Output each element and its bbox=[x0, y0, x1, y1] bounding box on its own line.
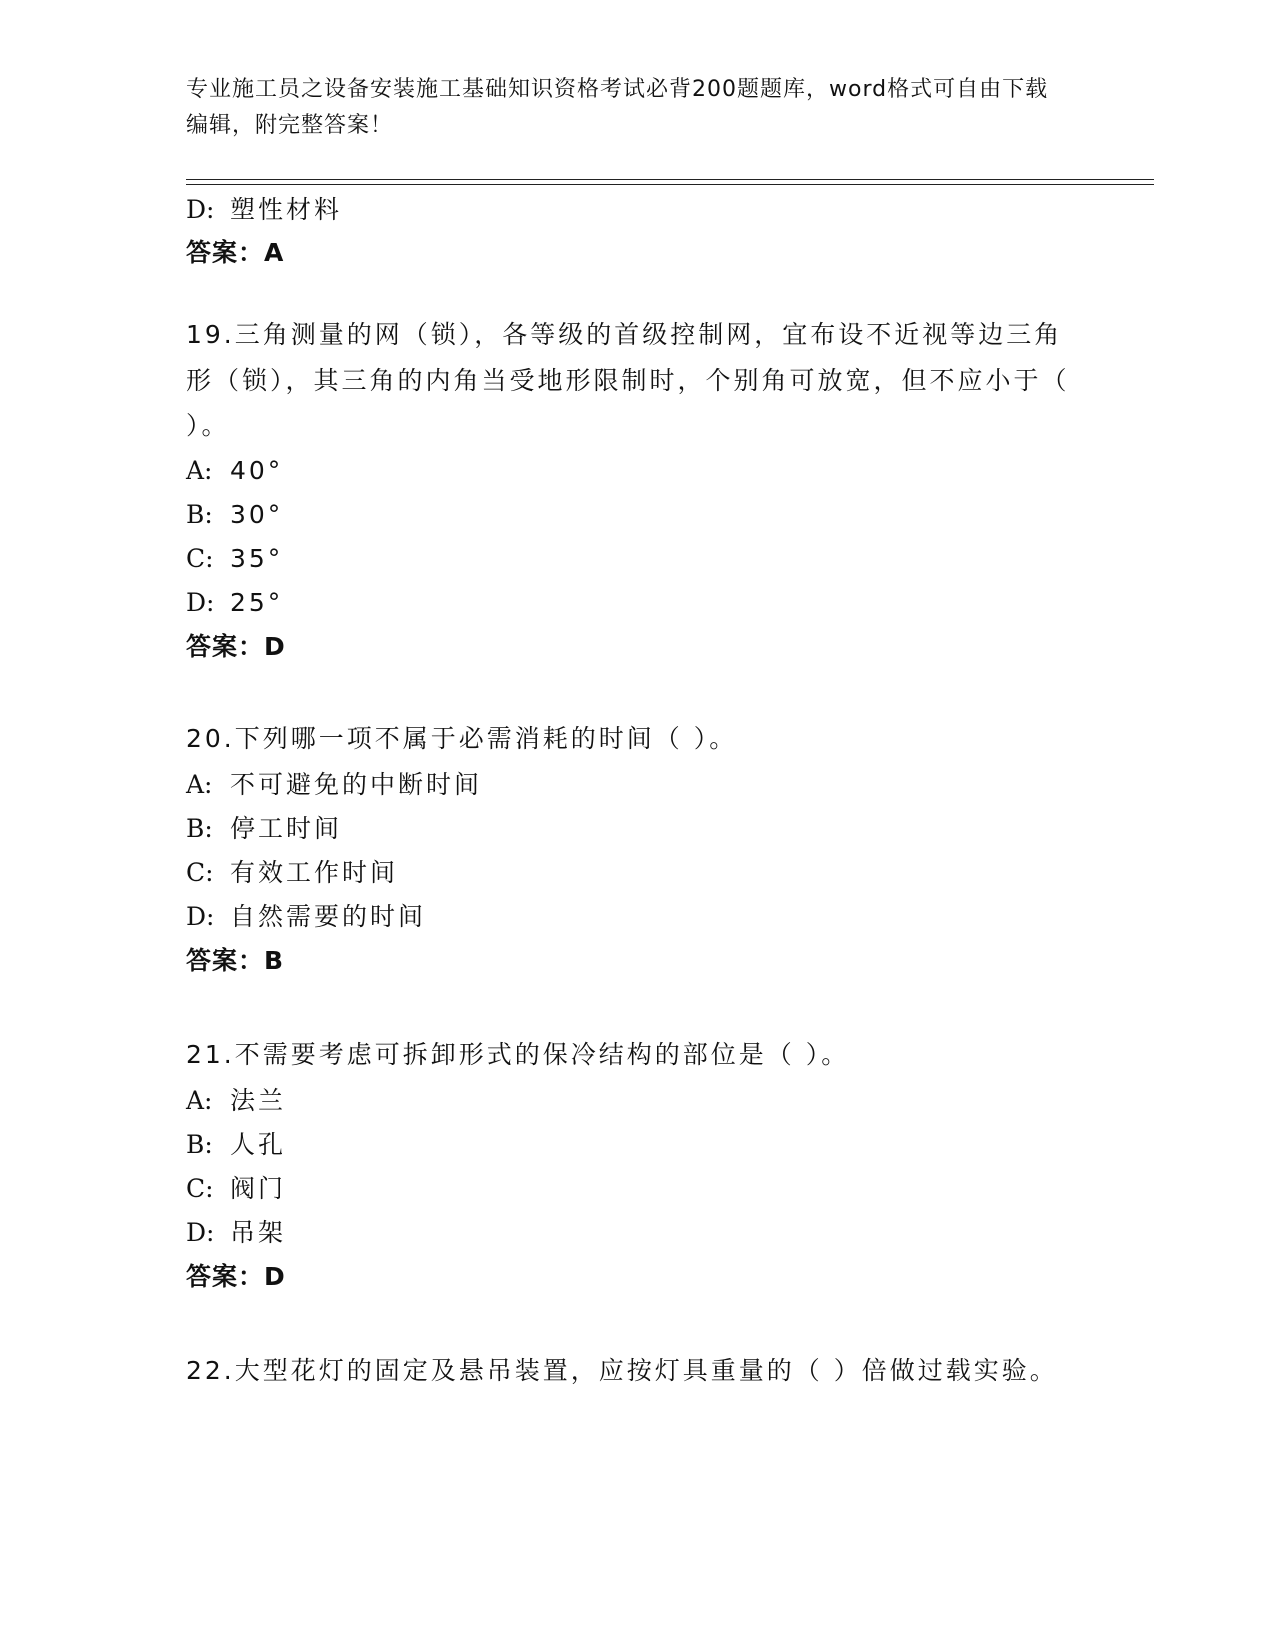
option-label: C: bbox=[186, 858, 214, 887]
option-label: D: bbox=[186, 588, 215, 617]
question-21-stem: 21.不需要考虑可拆卸形式的保冷结构的部位是（ ）。 bbox=[186, 1040, 850, 1069]
question-19-option-b bbox=[186, 500, 283, 530]
option-text: 塑性材料 bbox=[230, 195, 343, 224]
option-text: 30° bbox=[230, 500, 284, 529]
document-header: 专业施工员之设备安装施工基础知识资格考试必背200题题库，word格式可自由下载编辑，附完整答案！ bbox=[186, 77, 1049, 138]
option-label: A: bbox=[186, 770, 213, 799]
prev-answer: 答案：A bbox=[186, 238, 285, 267]
question-21-answer: 答案：D bbox=[186, 1262, 286, 1291]
question-19-stem: 19.三角测量的网（锁），各等级的首级控制网，宜布设不近视等边三角形（锁），其三角的内角当受地形限制时，个别角可放宽，但不应小于（ ）。 bbox=[186, 320, 1070, 440]
question-20-option-a bbox=[186, 770, 482, 800]
option-text: 停工时间 bbox=[230, 814, 343, 843]
option-label: B: bbox=[186, 1130, 213, 1159]
option-label: B: bbox=[186, 500, 213, 529]
question-19-option-c bbox=[186, 544, 283, 574]
question-21-option-d bbox=[186, 1218, 286, 1248]
option-text: 法兰 bbox=[230, 1086, 287, 1115]
option-label: D: bbox=[186, 902, 215, 931]
header-divider-bottom bbox=[186, 184, 1154, 185]
question-19-option-d bbox=[186, 588, 283, 618]
option-label: D: bbox=[186, 195, 215, 224]
question-19-answer: 答案：D bbox=[186, 632, 286, 661]
option-text: 吊架 bbox=[230, 1218, 287, 1247]
option-text: 有效工作时间 bbox=[230, 858, 399, 887]
question-20-stem: 20.下列哪一项不属于必需消耗的时间（ ）。 bbox=[186, 724, 738, 753]
question-20-answer: 答案：B bbox=[186, 946, 285, 975]
question-20-option-d bbox=[186, 902, 426, 932]
question-22-stem: 22.大型花灯的固定及悬吊装置，应按灯具重量的（ ）倍做过载实验。 bbox=[186, 1356, 1058, 1385]
option-text: 35° bbox=[230, 544, 284, 573]
prev-option-d bbox=[186, 195, 342, 225]
question-19-option-a bbox=[186, 456, 283, 486]
question-20-option-b bbox=[186, 814, 342, 844]
option-text: 不可避免的中断时间 bbox=[230, 770, 483, 799]
option-text: 25° bbox=[230, 588, 284, 617]
header-divider-top bbox=[186, 179, 1154, 180]
option-label: B: bbox=[186, 814, 213, 843]
question-21-option-c bbox=[186, 1174, 286, 1204]
option-text: 阀门 bbox=[230, 1174, 287, 1203]
question-21-option-a bbox=[186, 1086, 286, 1116]
option-label: D: bbox=[186, 1218, 215, 1247]
option-text: 自然需要的时间 bbox=[230, 902, 427, 931]
option-label: C: bbox=[186, 544, 214, 573]
option-label: A: bbox=[186, 456, 213, 485]
option-label: A: bbox=[186, 1086, 213, 1115]
question-21-option-b bbox=[186, 1130, 286, 1160]
option-label: C: bbox=[186, 1174, 214, 1203]
option-text: 人孔 bbox=[230, 1130, 287, 1159]
option-text: 40° bbox=[230, 456, 284, 485]
question-20-option-c bbox=[186, 858, 398, 888]
